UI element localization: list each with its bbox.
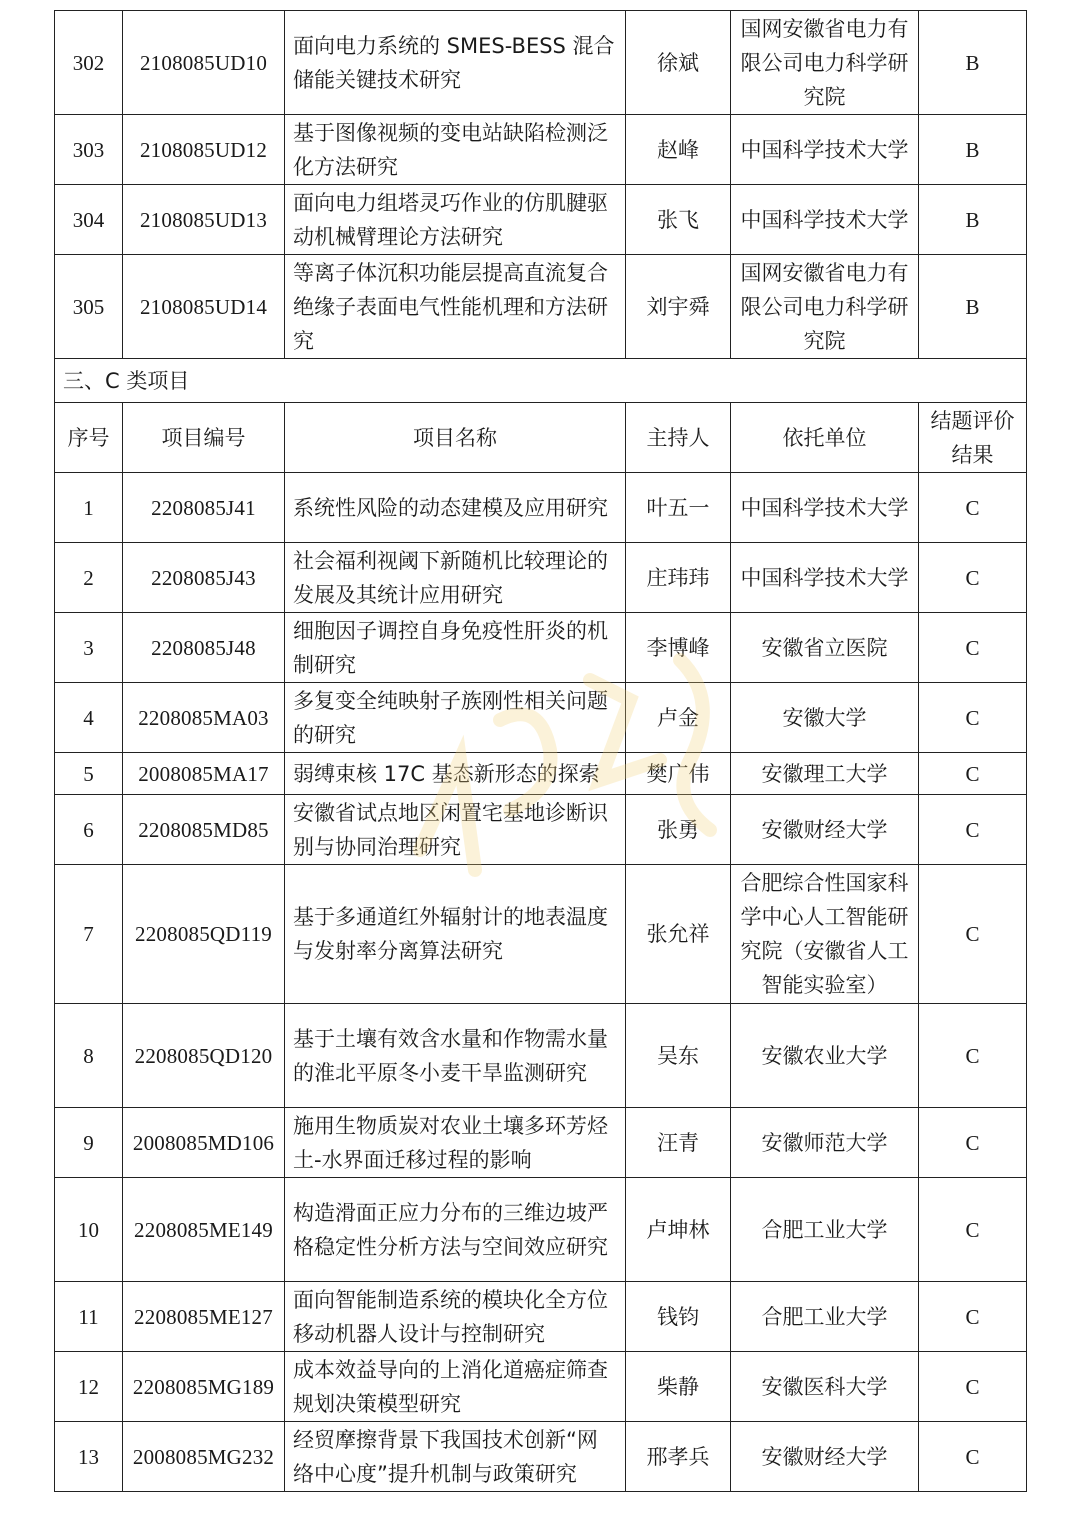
evaluation-result: C <box>919 473 1027 543</box>
project-code: 2208085J41 <box>123 473 285 543</box>
row-number: 12 <box>55 1352 123 1422</box>
evaluation-result: C <box>919 1004 1027 1108</box>
host-unit: 安徽财经大学 <box>731 1422 919 1492</box>
project-title: 经贸摩擦背景下我国技术创新“网络中心度”提升机制与政策研究 <box>285 1422 626 1492</box>
project-title: 基于土壤有效含水量和作物需水量的淮北平原冬小麦干旱监测研究 <box>285 1004 626 1108</box>
project-title: 多复变全纯映射子族刚性相关问题的研究 <box>285 683 626 753</box>
host-unit: 安徽师范大学 <box>731 1108 919 1178</box>
evaluation-result: C <box>919 753 1027 795</box>
project-host: 钱钧 <box>626 1282 731 1352</box>
project-code: 2108085UD14 <box>123 255 285 359</box>
project-title: 弱缚束核 17C 基态新形态的探索 <box>285 753 626 795</box>
evaluation-result: C <box>919 1282 1027 1352</box>
project-code: 2008085MD106 <box>123 1108 285 1178</box>
project-host: 庄玮玮 <box>626 543 731 613</box>
evaluation-result: C <box>919 1352 1027 1422</box>
project-code: 2008085MA17 <box>123 753 285 795</box>
header-host: 主持人 <box>626 403 731 473</box>
project-host: 叶五一 <box>626 473 731 543</box>
project-host: 李博峰 <box>626 613 731 683</box>
evaluation-result: B <box>919 115 1027 185</box>
project-title: 施用生物质炭对农业土壤多环芳烃土-水界面迁移过程的影响 <box>285 1108 626 1178</box>
project-code: 2108085UD13 <box>123 185 285 255</box>
evaluation-result: B <box>919 11 1027 115</box>
table-row <box>55 1352 1027 1422</box>
row-number: 8 <box>55 1004 123 1108</box>
project-title: 面向电力组塔灵巧作业的仿肌腱驱动机械臂理论方法研究 <box>285 185 626 255</box>
project-host: 卢坤林 <box>626 1178 731 1282</box>
table-row <box>55 1282 1027 1352</box>
evaluation-result: C <box>919 1178 1027 1282</box>
project-title: 安徽省试点地区闲置宅基地诊断识别与协同治理研究 <box>285 795 626 865</box>
host-unit: 合肥工业大学 <box>731 1178 919 1282</box>
project-host: 徐斌 <box>626 11 731 115</box>
project-code: 2208085J48 <box>123 613 285 683</box>
host-unit: 中国科学技术大学 <box>731 543 919 613</box>
table-row <box>55 1108 1027 1178</box>
host-unit: 国网安徽省电力有限公司电力科学研究院 <box>731 11 919 115</box>
row-number: 304 <box>55 185 123 255</box>
project-title: 社会福利视阈下新随机比较理论的发展及其统计应用研究 <box>285 543 626 613</box>
row-number: 1 <box>55 473 123 543</box>
row-number: 10 <box>55 1178 123 1282</box>
project-code: 2208085J43 <box>123 543 285 613</box>
header-unit: 依托单位 <box>731 403 919 473</box>
row-number: 305 <box>55 255 123 359</box>
table-row <box>55 543 1027 613</box>
project-host: 樊广伟 <box>626 753 731 795</box>
evaluation-result: C <box>919 1108 1027 1178</box>
host-unit: 中国科学技术大学 <box>731 473 919 543</box>
table-header-row <box>55 403 1027 473</box>
table-row <box>55 115 1027 185</box>
row-number: 4 <box>55 683 123 753</box>
project-title: 等离子体沉积功能层提高直流复合绝缘子表面电气性能机理和方法研究 <box>285 255 626 359</box>
project-host: 吴东 <box>626 1004 731 1108</box>
project-host: 张允祥 <box>626 865 731 1004</box>
host-unit: 合肥综合性国家科学中心人工智能研究院（安徽省人工智能实验室） <box>731 865 919 1004</box>
project-title: 面向智能制造系统的模块化全方位移动机器人设计与控制研究 <box>285 1282 626 1352</box>
row-number: 302 <box>55 11 123 115</box>
row-number: 2 <box>55 543 123 613</box>
host-unit: 安徽大学 <box>731 683 919 753</box>
evaluation-result: C <box>919 683 1027 753</box>
table-row <box>55 473 1027 543</box>
row-number: 5 <box>55 753 123 795</box>
evaluation-result: C <box>919 613 1027 683</box>
row-number: 9 <box>55 1108 123 1178</box>
table-row <box>55 255 1027 359</box>
evaluation-result: C <box>919 865 1027 1004</box>
header-title: 项目名称 <box>285 403 626 473</box>
table-row <box>55 185 1027 255</box>
project-host: 汪青 <box>626 1108 731 1178</box>
project-host: 张飞 <box>626 185 731 255</box>
project-code: 2208085ME127 <box>123 1282 285 1352</box>
host-unit: 安徽财经大学 <box>731 795 919 865</box>
table-row <box>55 683 1027 753</box>
evaluation-result: B <box>919 255 1027 359</box>
project-code: 2208085QD119 <box>123 865 285 1004</box>
project-title: 成本效益导向的上消化道癌症筛查规划决策模型研究 <box>285 1352 626 1422</box>
row-number: 3 <box>55 613 123 683</box>
row-number: 11 <box>55 1282 123 1352</box>
header-result: 结题评价结果 <box>919 403 1027 473</box>
project-host: 柴静 <box>626 1352 731 1422</box>
table-row <box>55 795 1027 865</box>
table-row <box>55 1004 1027 1108</box>
table-row <box>55 11 1027 115</box>
project-code: 2208085MA03 <box>123 683 285 753</box>
host-unit: 安徽省立医院 <box>731 613 919 683</box>
evaluation-result: C <box>919 1422 1027 1492</box>
project-code: 2208085QD120 <box>123 1004 285 1108</box>
project-host: 邢孝兵 <box>626 1422 731 1492</box>
table-row <box>55 753 1027 795</box>
project-code: 2208085ME149 <box>123 1178 285 1282</box>
table-row <box>55 865 1027 1004</box>
host-unit: 安徽理工大学 <box>731 753 919 795</box>
project-code: 2208085MG189 <box>123 1352 285 1422</box>
project-title: 基于图像视频的变电站缺陷检测泛化方法研究 <box>285 115 626 185</box>
section-heading: 三、C 类项目 <box>55 359 1027 403</box>
evaluation-result: B <box>919 185 1027 255</box>
row-number: 7 <box>55 865 123 1004</box>
project-host: 刘宇舜 <box>626 255 731 359</box>
project-host: 张勇 <box>626 795 731 865</box>
project-code: 2108085UD10 <box>123 11 285 115</box>
row-number: 13 <box>55 1422 123 1492</box>
header-number: 序号 <box>55 403 123 473</box>
project-code: 2008085MG232 <box>123 1422 285 1492</box>
table-row <box>55 1422 1027 1492</box>
project-title: 系统性风险的动态建模及应用研究 <box>285 473 626 543</box>
results-table <box>54 10 1027 1492</box>
host-unit: 合肥工业大学 <box>731 1282 919 1352</box>
project-code: 2108085UD12 <box>123 115 285 185</box>
host-unit: 安徽农业大学 <box>731 1004 919 1108</box>
project-title: 基于多通道红外辐射计的地表温度与发射率分离算法研究 <box>285 865 626 1004</box>
header-code: 项目编号 <box>123 403 285 473</box>
evaluation-result: C <box>919 795 1027 865</box>
host-unit: 中国科学技术大学 <box>731 115 919 185</box>
row-number: 303 <box>55 115 123 185</box>
evaluation-result: C <box>919 543 1027 613</box>
project-code: 2208085MD85 <box>123 795 285 865</box>
project-host: 卢金 <box>626 683 731 753</box>
host-unit: 中国科学技术大学 <box>731 185 919 255</box>
table-row <box>55 613 1027 683</box>
host-unit: 国网安徽省电力有限公司电力科学研究院 <box>731 255 919 359</box>
host-unit: 安徽医科大学 <box>731 1352 919 1422</box>
project-title: 构造滑面正应力分布的三维边坡严格稳定性分析方法与空间效应研究 <box>285 1178 626 1282</box>
project-title: 面向电力系统的 SMES-BESS 混合储能关键技术研究 <box>285 11 626 115</box>
project-host: 赵峰 <box>626 115 731 185</box>
table-row <box>55 1178 1027 1282</box>
section-heading-row <box>55 359 1027 403</box>
project-title: 细胞因子调控自身免疫性肝炎的机制研究 <box>285 613 626 683</box>
row-number: 6 <box>55 795 123 865</box>
